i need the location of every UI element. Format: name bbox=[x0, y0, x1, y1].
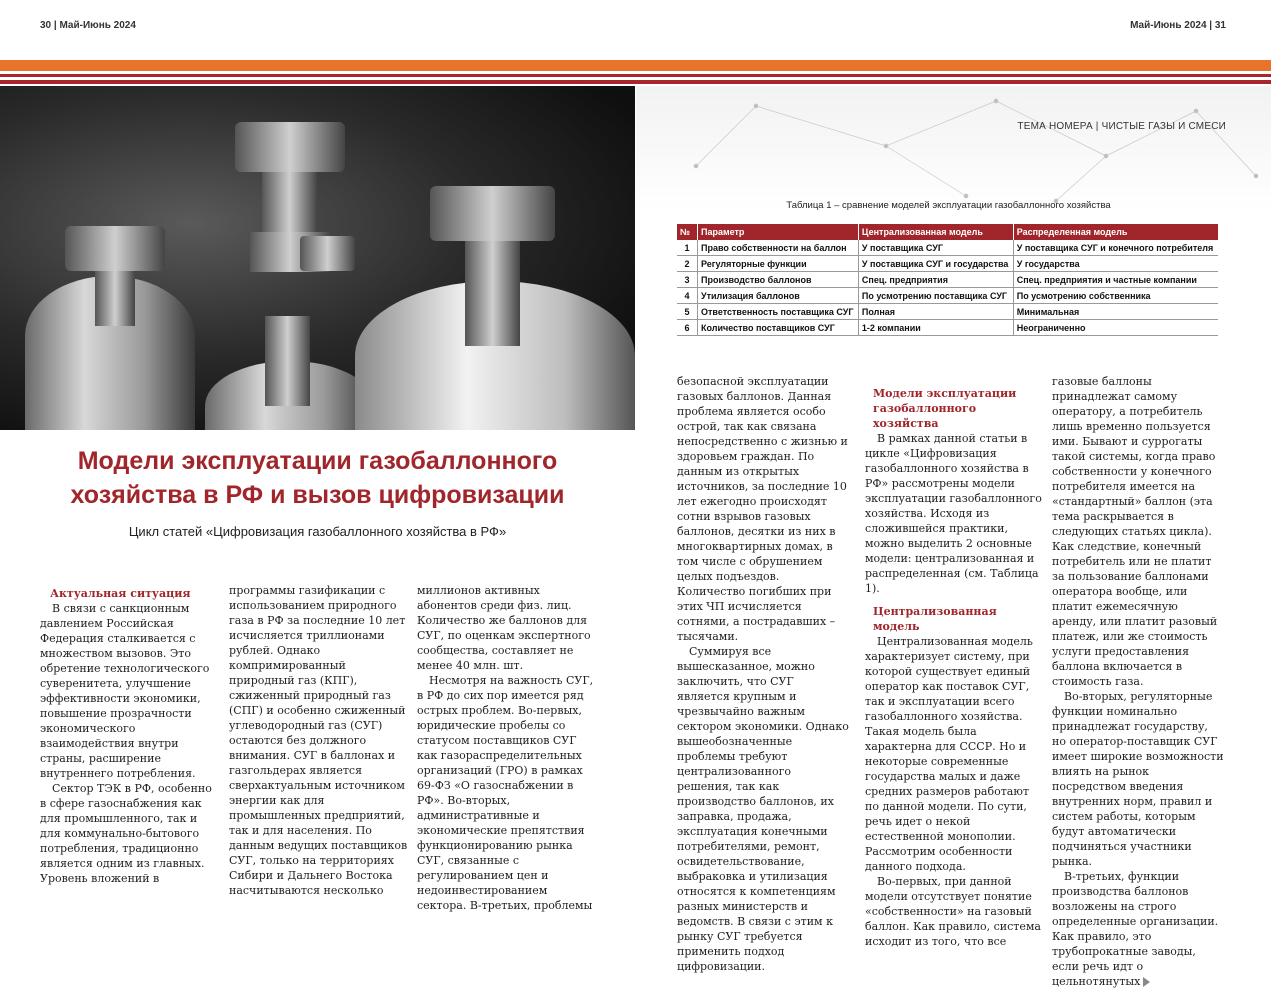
header-distributed: Распределенная модель bbox=[1013, 224, 1218, 240]
table-caption: Таблица 1 – сравнение моделей эксплуатации газобаллонного хозяйства bbox=[786, 200, 1111, 211]
table-header-row bbox=[677, 224, 1218, 240]
text-column-1 bbox=[40, 586, 218, 886]
network-background bbox=[636, 86, 1271, 211]
paragraph: В связи с санкционным давлением Российская Федерация сталкивается с множеством вызовов. Это обретение технологического суверенитета, улучшение эффективности экономики, повышение прозрачности экономического взаимодействия внутри страны, расширение внутреннего потребления. bbox=[40, 602, 210, 780]
article-subtitle: Цикл статей «Цифровизация газобаллонного хозяйства в РФ» bbox=[128, 524, 507, 539]
paragraph: газовые баллоны принадлежат самому оператору, а потребитель лишь временно пользуется ими. Бывают и суррогаты такой системы, когда право собственности у конечного потребителя имеется на «стандартный» баллон (эта тема раскрывается в следующих статьях цикла). Как следствие, конечный потребитель или не платит за пользование баллонами оператора вообще, или платит ежемесячную аренду, или платит разовый платеж, или же стоимость услуги предоставления баллона включается в стоимость газа. bbox=[1052, 375, 1218, 688]
paragraph: Во-первых, при данной модели отсутствует понятие «собственности» на газовый баллон. Как правило, система исходит из того, что все bbox=[865, 875, 1041, 948]
paragraph: Централизованная модель характеризует систему, при которой существует единый оператор как поставок СУГ, так и эксплуатации всего газобаллонного хозяйства. Такая модель была характерна для СССР. Но и некоторые современные государства малых и даже средних размеров работают по данной модели. По сути, речь идет о некой естественной монополии. Рассмотрим особенности данного подхода. bbox=[865, 635, 1033, 873]
network-lines bbox=[636, 86, 1271, 211]
row-centralized: У поставщика СУГ bbox=[858, 240, 1013, 256]
row-parameter: Утилизация баллонов bbox=[698, 288, 859, 304]
comparison-table bbox=[677, 224, 1218, 336]
table-row bbox=[677, 320, 1218, 336]
section-theme-label: ТЕМА НОМЕРА | ЧИСТЫЕ ГАЗЫ И СМЕСИ bbox=[1017, 121, 1226, 132]
section-heading: Централизованная модель bbox=[873, 605, 997, 633]
header-centralized: Централизованная модель bbox=[858, 224, 1013, 240]
row-parameter: Количество поставщиков СУГ bbox=[698, 320, 859, 336]
row-distributed: Неограниченно bbox=[1013, 320, 1218, 336]
row-centralized: 1-2 компании bbox=[858, 320, 1013, 336]
gas-cylinders-photo bbox=[0, 86, 635, 430]
section-heading: Модели эксплуатации газобаллонного хозяйства bbox=[873, 387, 1017, 430]
header-parameter: Параметр bbox=[698, 224, 859, 240]
row-distributed: По усмотрению собственника bbox=[1013, 288, 1218, 304]
article-title: Модели эксплуатации газобаллонного хозяйства в РФ и вызов цифровизации bbox=[70, 447, 565, 509]
row-parameter: Ответственность поставщика СУГ bbox=[698, 304, 859, 320]
row-number: 6 bbox=[677, 320, 698, 336]
paragraph bbox=[1052, 869, 1224, 989]
paragraph: Сектор ТЭК в РФ, особенно в сфере газоснабжения как для промышленного, так и для коммунально-бытового потребления, традиционно является одним из главных. Уровень вложений в bbox=[40, 782, 212, 885]
table-row bbox=[677, 240, 1218, 256]
table-row bbox=[677, 272, 1218, 288]
text-column-3 bbox=[417, 583, 597, 913]
row-centralized: У поставщика СУГ и государства bbox=[858, 256, 1013, 272]
row-distributed: Минимальная bbox=[1013, 304, 1218, 320]
paragraph: Несмотря на важность СУГ, в РФ до сих пор имеется ряд острых проблем. Во-первых, юридические пробелы со статусом поставщиков СУГ как газораспределительных организаций (ГРО) в рамках 69-ФЗ «О газоснабжении в РФ». Во-вторых, административные и экономические препятствия функционированию рынка СУГ, связанные с регулированием цен и недоинвестированием сектора. В-третьих, проблемы bbox=[417, 674, 594, 912]
header-number: № bbox=[677, 224, 698, 240]
table-row bbox=[677, 256, 1218, 272]
paragraph: безопасной эксплуатации газовых баллонов. Данная проблема является особо острой, так как связана непосредственно с жизнью и здоровьем граждан. По данным из открытых источников, за последние 10 лет ежегодно происходят сотни взрывов газовых баллонов, десятки из них в многоквартирных домах, в том числе с обрушением целых подъездов. Количество погибших при этих ЧП исчисляется сотнями, а пострадавших – тысячами. bbox=[677, 375, 848, 643]
row-centralized: Спец. предприятия bbox=[858, 272, 1013, 288]
row-number: 2 bbox=[677, 256, 698, 272]
row-centralized: По усмотрению поставщика СУГ bbox=[858, 288, 1013, 304]
row-distributed: У поставщика СУГ и конечного потребителя bbox=[1013, 240, 1218, 256]
red-stripe bbox=[0, 74, 1271, 77]
section-heading: Актуальная ситуация bbox=[50, 587, 191, 600]
row-number: 1 bbox=[677, 240, 698, 256]
page-header-left: 30 | Май-Июнь 2024 bbox=[40, 20, 136, 31]
row-distributed: Спец. предприятия и частные компании bbox=[1013, 272, 1218, 288]
paragraph: программы газификации с использованием природного газа в РФ за последние 10 лет исчисляется триллионами рублей. Однако компримированный природный газ (КПГ), сжиженный природный газ (СПГ) и особенно сжиженный углеводородный газ (СУГ) остаются без должного внимания. СУГ в баллонах и газгольдерах является сверхактуальным источником энергии как для промышленных предприятий, так и для населения. По данным ведущих поставщиков СУГ, только на территориях Сибири и Дальнего Востока насчитываются несколько bbox=[229, 584, 408, 897]
table-row bbox=[677, 288, 1218, 304]
paragraph: Суммируя все вышесказанное, можно заключить, что СУГ является крупным и чрезвычайно важным сектором экономики. Однако вышеобозначенные проблемы требуют централизованного решения, так как производство баллонов, их заправка, продажа, эксплуатация конечными потребителями, ремонт, освидетельствование, выбраковка и утилизация относятся к компетенциям разных министерств и ведомств. В связи с этим к рынку СУГ требуется применить подход цифровизации. bbox=[677, 645, 849, 973]
row-number: 3 bbox=[677, 272, 698, 288]
paragraph: В рамках данной статьи в цикле «Цифровизация газобаллонного хозяйства в РФ» рассмотрены модели эксплуатации газобаллонного хозяйства. Исходя из сложившейся практики, можно выделить 2 основные модели: централизованная и распределенная (см. Таблица 1). bbox=[865, 432, 1042, 595]
paragraph-text: В-третьих, функции производства баллонов возложены на строго определенные организации. Как правило, это трубопрокатные заводы, если речь идт о цельнотянутых bbox=[1052, 870, 1219, 988]
text-column-4 bbox=[677, 374, 849, 974]
row-parameter: Производство баллонов bbox=[698, 272, 859, 288]
cylinders-illustration bbox=[0, 86, 635, 430]
text-column-2 bbox=[229, 583, 409, 898]
row-centralized: Полная bbox=[858, 304, 1013, 320]
table-row bbox=[677, 304, 1218, 320]
row-parameter: Право собственности на баллон bbox=[698, 240, 859, 256]
paragraph: миллионов активных абонентов среди физ. лиц. Количество же баллонов для СУГ, по оценкам экспертного сообщества, составляет не менее 40 млн. шт. bbox=[417, 584, 591, 672]
text-column-5 bbox=[865, 386, 1043, 949]
page-header-right: Май-Июнь 2024 | 31 bbox=[1130, 20, 1226, 31]
triangle-right-icon bbox=[1143, 977, 1150, 987]
orange-stripe bbox=[0, 60, 1271, 71]
row-parameter: Регуляторные функции bbox=[698, 256, 859, 272]
row-number: 5 bbox=[677, 304, 698, 320]
red-stripe-thick bbox=[0, 80, 1271, 84]
row-number: 4 bbox=[677, 288, 698, 304]
paragraph: Во-вторых, регуляторные функции номинально принадлежат государству, но оператор-поставщик СУГ имеет широкие возможности влиять на рынок посредством введения внутренних норм, правил и систем работы, которым будут автоматически подчиняться участники рынка. bbox=[1052, 690, 1224, 868]
row-distributed: У государства bbox=[1013, 256, 1218, 272]
